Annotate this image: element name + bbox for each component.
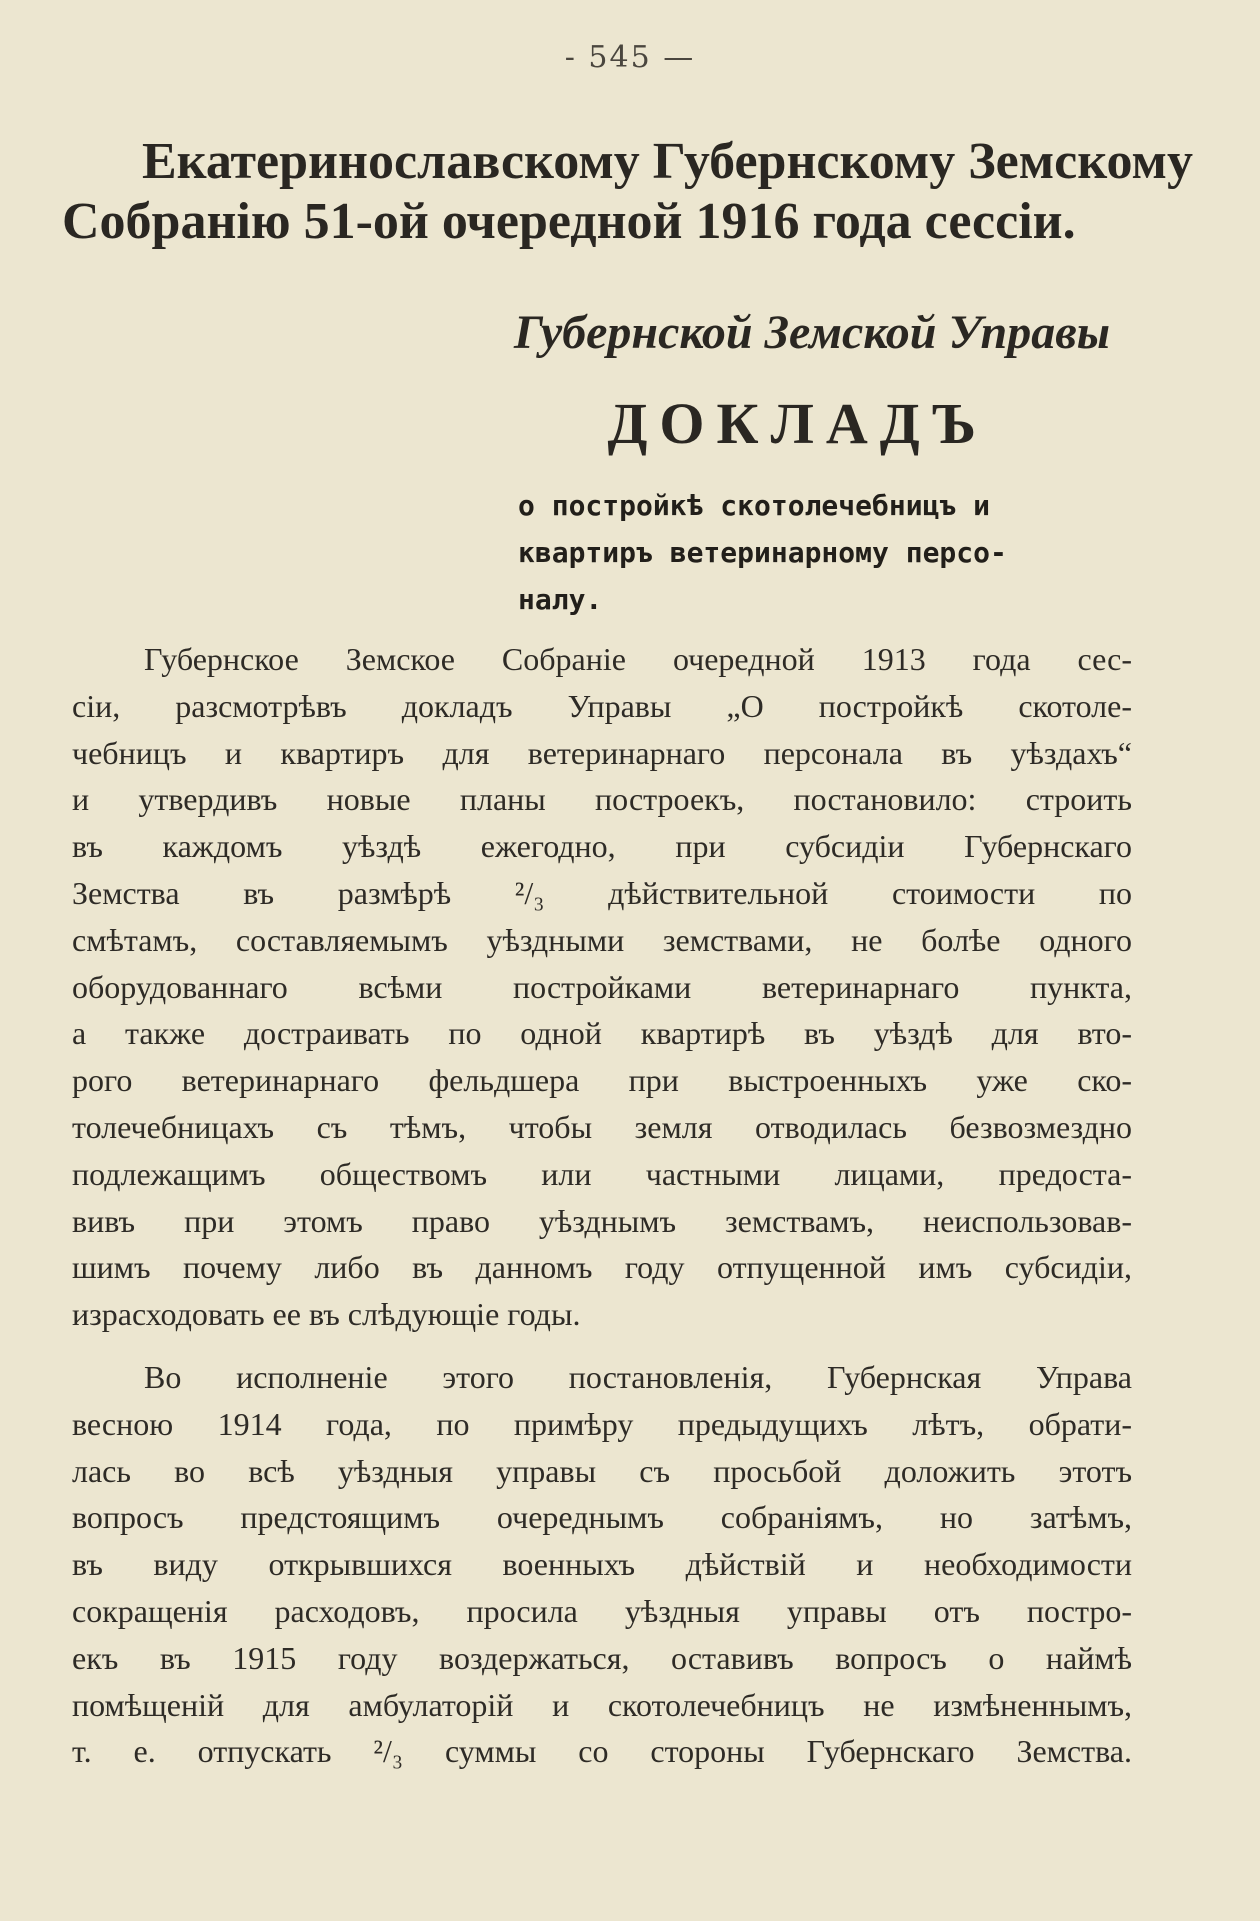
text-line: оборудованнаго всѣми постройками ветеринарнаго пункта,	[72, 968, 1132, 1005]
heading-line-2: Собранію 51-ой очередной 1916 года сессіи.	[62, 193, 1076, 250]
report-subtitle	[518, 482, 1122, 623]
paragraph-1	[72, 636, 1132, 1338]
paragraph-2	[72, 1354, 1132, 1775]
text-line: и утвердивъ новые планы построекъ, постановило: строить	[72, 781, 1132, 818]
text-line: подлежащимъ обществомъ или частными лицами, предоста-	[72, 1155, 1132, 1192]
text-line: вивъ при этомъ право уѣзднымъ земствамъ, неиспользовав-	[72, 1202, 1132, 1239]
text-line: шимъ почему либо въ данномъ году отпущенной имъ субсидіи,	[72, 1249, 1132, 1286]
text-line: Земства въ размѣрѣ ²/₃ дѣйствительной стоимости по	[72, 874, 1132, 911]
text-line: Губернское Земское Собраніе очередной 1913 года сес-	[144, 641, 1132, 677]
subtitle-line-3: налу.	[518, 583, 603, 616]
text-line: т. е. отпускать ²/₃ суммы со стороны Губернскаго Земства.	[72, 1733, 1132, 1770]
text-line: въ каждомъ уѣздѣ ежегодно, при субсидіи Губернскаго	[72, 828, 1132, 865]
text-line: сіи, разсмотрѣвъ докладъ Управы „О постройкѣ скотоле-	[72, 687, 1132, 724]
text-line: смѣтамъ, составляемымъ уѣздными земствами, не болѣе одного	[72, 921, 1132, 958]
text-line: екъ въ 1915 году воздержаться, оставивъ вопросъ о наймѣ	[72, 1639, 1132, 1676]
text-line: лась во всѣ уѣздныя управы съ просьбой доложить этотъ	[72, 1452, 1132, 1489]
page-number: - 545 —	[564, 40, 696, 75]
text-line: сокращенія расходовъ, просила уѣздныя управы отъ постро-	[72, 1592, 1132, 1629]
text-line: чебницъ и квартиръ для ветеринарнаго персонала въ уѣздахъ“	[72, 734, 1132, 771]
text-line: Во исполненіе этого постановленія, Губернская Управа	[144, 1358, 1132, 1395]
report-body	[72, 636, 1132, 1775]
text-line: а также достраивать по одной квартирѣ въ уѣздѣ для вто-	[72, 1015, 1132, 1052]
text-line: вопросъ предстоящимъ очереднымъ собраніямъ, но затѣмъ,	[72, 1499, 1132, 1536]
text-line: весною 1914 года, по примѣру предыдущихъ лѣтъ, обрати-	[72, 1405, 1132, 1442]
board-name: Губернской Земской Управы	[513, 306, 1110, 359]
heading-line-1: Екатеринославскому Губернскому Земскому	[142, 133, 1193, 190]
text-line: толечебницахъ съ тѣмъ, чтобы земля отводилась безвозмездно	[72, 1108, 1132, 1145]
text-line: израсходовать ее въ слѣдующіе годы.	[72, 1296, 581, 1333]
address-heading	[62, 132, 1193, 252]
document-title: ДОКЛАДЪ	[607, 391, 988, 456]
text-line: помѣщеній для амбулаторій и скотолечебницъ не измѣненнымъ,	[72, 1686, 1132, 1723]
subtitle-line-1: о постройкѣ скотолечебницъ и	[518, 489, 991, 522]
text-line: въ виду открывшихся военныхъ дѣйствій и необходимости	[72, 1546, 1132, 1583]
subtitle-line-2: квартиръ ветеринарному персо-	[518, 536, 1007, 569]
text-line: рого ветеринарнаго фельдшера при выстроенныхъ уже ско-	[72, 1062, 1132, 1099]
